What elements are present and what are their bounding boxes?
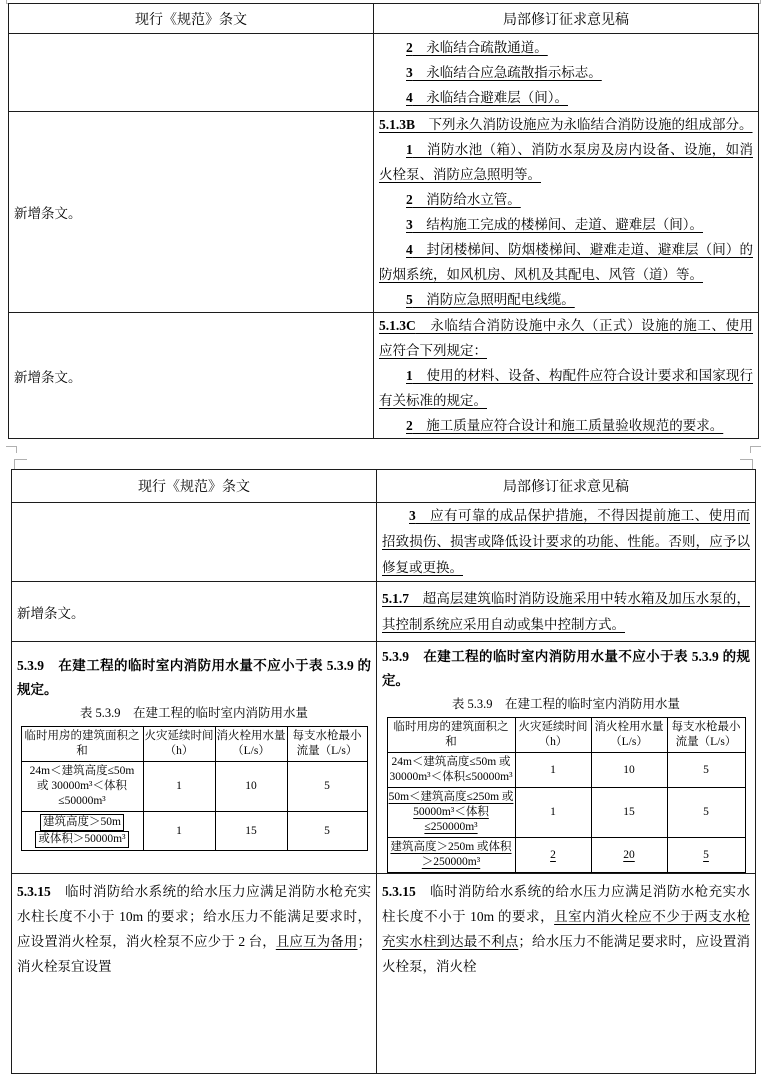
cell-revision-items-2-4[interactable] <box>374 34 759 112</box>
revision-item[interactable]: 2 永临结合疏散通道。 <box>406 40 548 55</box>
mini-cell-hydrant-flow: 15 <box>215 812 287 851</box>
mini-cell-area-range-boxed <box>21 812 143 851</box>
clause-5-3-15[interactable]: 5.3.15 临时消防给水系统的给水压力应满足消防水枪充实水柱长度不小于 10m 的要求，且室内消火栓应不少于两支水枪充实水柱到达最不利点；给水压力不能满足要求时，应设置消火栓泵，消火栓 <box>382 884 751 974</box>
page2-top-mark-left <box>14 459 27 469</box>
cell-revision-5-1-7[interactable] <box>377 582 756 642</box>
cell-revision-5-1-3B[interactable] <box>374 112 759 313</box>
clause-5-1-3B[interactable]: 5.1.3B 下列永久消防设施应为永临结合消防设施的组成部分。 <box>379 117 753 132</box>
clause-5-1-7[interactable]: 5.1.7 超高层建筑临时消防设施采用中转水箱及加压水泵的，其控制系统应采用自动或集中控制方式。 <box>382 590 750 632</box>
cell-revision-5-3-15[interactable] <box>377 874 756 1074</box>
boxed-line: 建筑高度＞50m <box>23 814 142 831</box>
cell-current-5-3-15[interactable] <box>12 874 377 1074</box>
revision-item[interactable]: 1 消防水池（箱）、消防水泵房及房内设备、设施，如消火栓泵、消防应急照明等。 <box>379 142 753 182</box>
clause-5-3-15[interactable]: 5.3.15 临时消防给水系统的给水压力应满足消防水枪充实水柱长度不小于 10m 的要求；给水压力不能满足要求时，应设置消火栓泵，消火栓泵不应少于 2 台，且应互为备用；消火栓泵宜设置 <box>17 884 372 974</box>
mini-col-header: 消火栓用水量（L/s） <box>591 718 667 753</box>
water-table-title: 表 5.3.9 在建工程的临时室内消防用水量 <box>451 697 681 711</box>
cell-current-new-clause[interactable]: 新增条文。 <box>12 582 377 642</box>
cell-revision-5-3-9[interactable] <box>377 642 756 874</box>
revision-item[interactable]: 3 结构施工完成的楼梯间、走道、避难层（间）。 <box>406 217 703 232</box>
revision-item[interactable]: 3 永临结合应急疏散指示标志。 <box>406 65 602 80</box>
page2-top-mark-right <box>740 459 753 469</box>
clause-5-3-9-heading[interactable]: 5.3.9 在建工程的临时室内消防用水量不应小于表 5.3.9 的规定。 <box>17 658 371 697</box>
mini-cell-area-range: 24m＜建筑高度≤50m 或 30000m³＜体积≤50000m³ <box>21 762 143 812</box>
mini-cell-nozzle-flow: 5 <box>287 762 367 812</box>
mini-col-header: 临时用房的建筑面积之和 <box>387 718 515 753</box>
mini-col-header: 火灾延续时间（h） <box>515 718 591 753</box>
clause-5-3-9-heading[interactable]: 5.3.9 在建工程的临时室内消防用水量不应小于表 5.3.9 的规定。 <box>382 649 750 688</box>
revision-item[interactable]: 1 使用的材料、设备、构配件应符合设计要求和国家现行有关标准的规定。 <box>379 368 753 408</box>
page1-bottom-mark-right <box>750 446 761 453</box>
column-header-revision-draft[interactable]: 局部修订征求意见稿 <box>374 4 759 34</box>
column-header-revision-draft[interactable]: 局部修订征求意见稿 <box>377 470 756 503</box>
clause-5-1-3C[interactable]: 5.1.3C 永临结合消防设施中永久（正式）设施的施工、使用应符合下列规定： <box>379 318 753 358</box>
revision-item[interactable]: 3 应有可靠的成品保护措施，不得因提前施工、使用而招致损伤、损害或降低设计要求的功能、性能。否则，应予以修复或更换。 <box>382 508 750 575</box>
mini-cell-duration: 2 <box>515 838 591 873</box>
mini-col-header: 火灾延续时间（h） <box>143 727 215 762</box>
revision-item[interactable]: 2 施工质量应符合设计和施工质量验收规范的要求。 <box>406 418 724 433</box>
mini-col-header: 消火栓用水量（L/s） <box>215 727 287 762</box>
mini-cell-hydrant-flow: 10 <box>591 753 667 788</box>
revision-item[interactable]: 2 消防给水立管。 <box>406 192 521 207</box>
mini-cell-duration: 1 <box>515 753 591 788</box>
cell-current-empty[interactable] <box>9 34 374 112</box>
water-consumption-table-revision <box>387 717 746 873</box>
page1-bottom-mark-left <box>6 446 17 453</box>
mini-cell-nozzle-flow: 5 <box>667 788 745 838</box>
mini-cell-duration: 1 <box>515 788 591 838</box>
cell-current-empty[interactable] <box>12 503 377 582</box>
cell-revision-item-3[interactable] <box>377 503 756 582</box>
mini-cell-duration: 1 <box>143 812 215 851</box>
revision-item[interactable]: 4 永临结合避难层（间）。 <box>406 90 568 105</box>
mini-cell-nozzle-flow: 5 <box>667 838 745 873</box>
water-consumption-table-current <box>21 726 368 851</box>
mini-col-header: 临时用房的建筑面积之和 <box>21 727 143 762</box>
mini-cell-nozzle-flow: 5 <box>667 753 745 788</box>
mini-cell-hydrant-flow: 10 <box>215 762 287 812</box>
revision-item[interactable]: 5 消防应急照明配电线缆。 <box>406 292 575 307</box>
column-header-current-code[interactable]: 现行《规范》条文 <box>9 4 374 34</box>
cell-current-new-clause[interactable]: 新增条文。 <box>9 112 374 313</box>
revision-item[interactable]: 4 封闭楼梯间、防烟楼梯间、避难走道、避难层（间）的防烟系统，如风机房、风机及其配电、风管（道）等。 <box>379 242 753 282</box>
comparison-table-page2 <box>11 469 756 1074</box>
mini-cell-area-range-revised: 建筑高度＞250m 或体积＞250000m³ <box>387 838 515 873</box>
boxed-line: 或体积＞50000m³ <box>23 831 142 848</box>
cell-revision-5-1-3C[interactable] <box>374 313 759 439</box>
mini-col-header: 每支水枪最小流量（L/s） <box>287 727 367 762</box>
mini-cell-duration: 1 <box>143 762 215 812</box>
column-header-current-code[interactable]: 现行《规范》条文 <box>12 470 377 503</box>
cell-current-5-3-9[interactable] <box>12 642 377 874</box>
mini-cell-area-range-revised: 50m＜建筑高度≤250m 或 50000m³＜体积≤250000m³ <box>387 788 515 838</box>
mini-cell-hydrant-flow: 15 <box>591 788 667 838</box>
cell-current-new-clause[interactable]: 新增条文。 <box>9 313 374 439</box>
mini-col-header: 每支水枪最小流量（L/s） <box>667 718 745 753</box>
mini-cell-area-range: 24m＜建筑高度≤50m 或 30000m³＜体积≤50000m³ <box>387 753 515 788</box>
mini-cell-nozzle-flow: 5 <box>287 812 367 851</box>
mini-cell-hydrant-flow: 20 <box>591 838 667 873</box>
water-table-title: 表 5.3.9 在建工程的临时室内消防用水量 <box>79 706 309 720</box>
comparison-table-page1 <box>8 3 759 439</box>
